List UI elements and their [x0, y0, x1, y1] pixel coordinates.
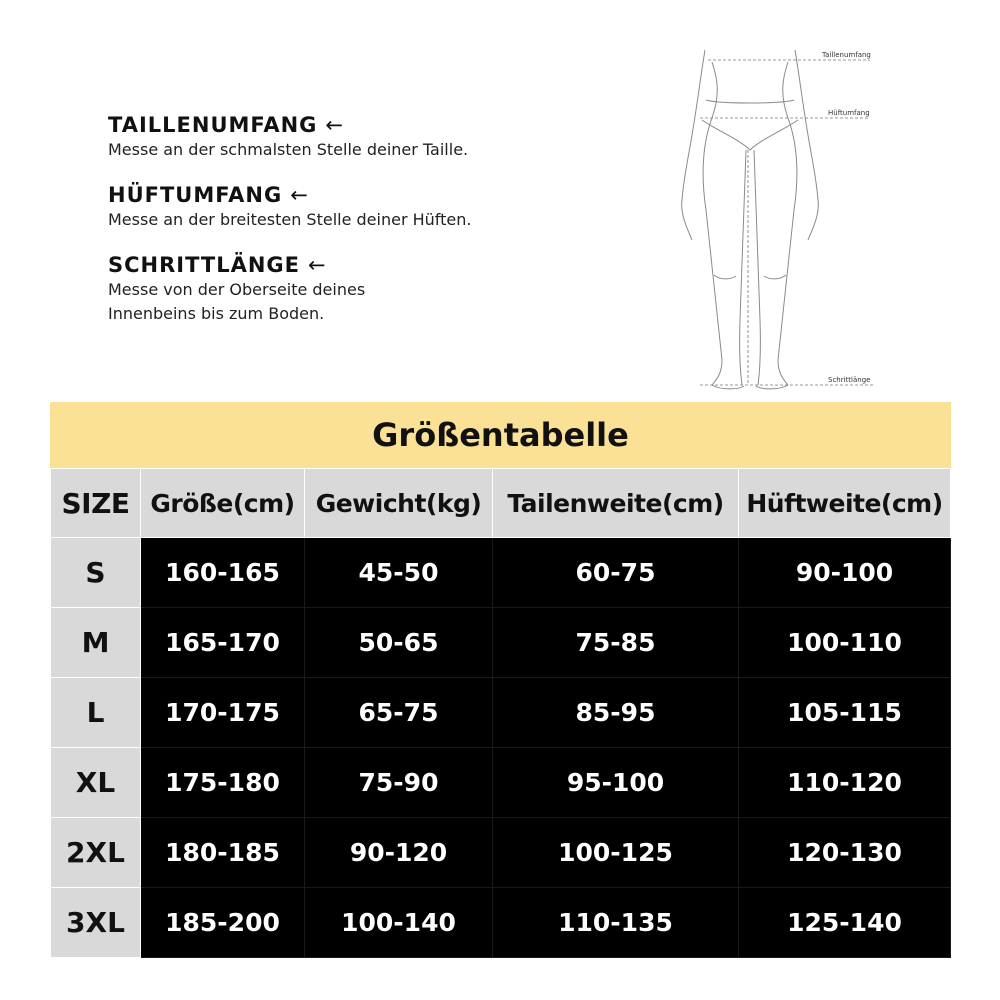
hip-cell: 100-110	[739, 608, 951, 678]
body-measurement-figure	[660, 40, 900, 395]
waist-cell: 95-100	[493, 748, 739, 818]
size-cell: 3XL	[51, 888, 141, 958]
label-inseam: Schrittlänge	[828, 376, 871, 384]
hip-cell: 120-130	[739, 818, 951, 888]
header-weight: Gewicht(kg)	[305, 469, 493, 538]
table-row	[51, 888, 951, 958]
size-cell: L	[51, 678, 141, 748]
header-hip: Hüftweite(cm)	[739, 469, 951, 538]
guide-hip-text: Messe an der breitesten Stelle deiner Hüften.	[108, 210, 472, 229]
hip-cell: 90-100	[739, 538, 951, 608]
header-waist: Tailenweite(cm)	[493, 469, 739, 538]
guide-inseam-title: SCHRITTLÄNGE	[108, 253, 301, 277]
height-cell: 160-165	[141, 538, 305, 608]
size-cell: M	[51, 608, 141, 678]
table-title: Größentabelle	[50, 402, 951, 468]
hip-cell: 105-115	[739, 678, 951, 748]
size-cell: S	[51, 538, 141, 608]
arrow-left-icon: ←	[325, 113, 345, 137]
height-cell: 185-200	[141, 888, 305, 958]
guide-inseam	[108, 252, 628, 326]
guide-waist-text: Messe an der schmalsten Stelle deiner Taille.	[108, 140, 469, 159]
body-outline-icon	[660, 40, 900, 395]
header-size: SIZE	[51, 469, 141, 538]
arrow-left-icon: ←	[290, 183, 309, 207]
size-cell: 2XL	[51, 818, 141, 888]
waist-cell: 100-125	[493, 818, 739, 888]
height-cell: 170-175	[141, 678, 305, 748]
label-waist: Taillenumfang	[822, 51, 871, 59]
size-chart-table	[50, 402, 951, 958]
guide-hip	[108, 182, 628, 232]
table-header-row	[51, 469, 951, 538]
size-cell: XL	[51, 748, 141, 818]
table-row	[51, 748, 951, 818]
hip-cell: 110-120	[739, 748, 951, 818]
guide-waist	[108, 112, 628, 162]
weight-cell: 50-65	[305, 608, 493, 678]
header-height: Größe(cm)	[141, 469, 305, 538]
guide-waist-title: TAILLENUMFANG	[108, 113, 318, 137]
arrow-left-icon: ←	[308, 253, 327, 277]
height-cell: 165-170	[141, 608, 305, 678]
hip-cell: 125-140	[739, 888, 951, 958]
weight-cell: 75-90	[305, 748, 493, 818]
table-row	[51, 818, 951, 888]
waist-cell: 85-95	[493, 678, 739, 748]
guide-hip-title: HÜFTUMFANG	[108, 183, 283, 207]
measurement-guide	[108, 112, 628, 346]
weight-cell: 65-75	[305, 678, 493, 748]
weight-cell: 45-50	[305, 538, 493, 608]
waist-cell: 110-135	[493, 888, 739, 958]
table-row	[51, 608, 951, 678]
weight-cell: 100-140	[305, 888, 493, 958]
table-row	[51, 678, 951, 748]
guide-inseam-text: Messe von der Oberseite deines Innenbeins bis zum Boden.	[108, 280, 366, 323]
waist-cell: 60-75	[493, 538, 739, 608]
weight-cell: 90-120	[305, 818, 493, 888]
height-cell: 180-185	[141, 818, 305, 888]
table-row	[51, 538, 951, 608]
height-cell: 175-180	[141, 748, 305, 818]
label-hip: Hüftumfang	[828, 109, 870, 117]
waist-cell: 75-85	[493, 608, 739, 678]
